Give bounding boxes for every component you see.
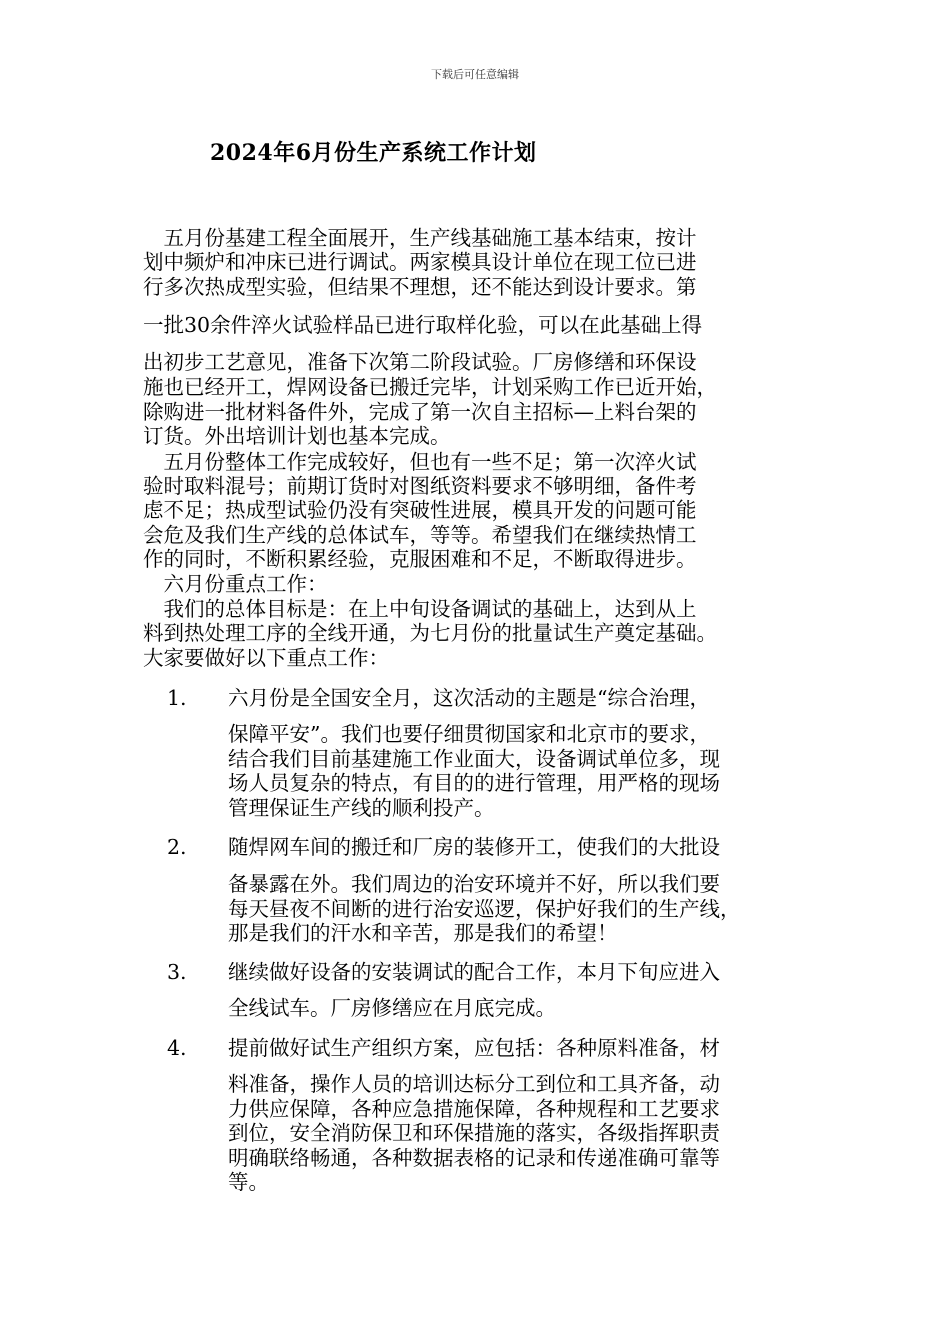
para1-line: 一批30余件淬火试验样品已进行取样化验，可以在此基础上得 bbox=[143, 313, 703, 337]
para3-line: 大家要做好以下重点工作： bbox=[143, 646, 389, 670]
list-item-line: 六月份是全国安全月，这次活动的主题是“综合治理， bbox=[228, 686, 710, 710]
para1-line: 施也已经开工，焊网设备已搬迁完毕，计划采购工作已近开始， bbox=[143, 375, 717, 399]
page-header-note: 下载后可任意编辑 bbox=[431, 68, 519, 81]
list-item-line: 料准备，操作人员的培训达标分工到位和工具齐备，动 bbox=[228, 1072, 720, 1096]
list-item-number: 4. bbox=[167, 1036, 187, 1060]
list-item-line: 随焊网车间的搬迁和厂房的装修开工，使我们的大批设 bbox=[228, 835, 720, 859]
list-item-line: 保障平安”。我们也要仔细贯彻国家和北京市的要求， bbox=[228, 722, 710, 746]
list-item-line: 力供应保障，各种应急措施保障，各种规程和工艺要求 bbox=[228, 1097, 720, 1121]
list-item-line: 等。 bbox=[228, 1170, 269, 1194]
para2-line: 验时取料混号；前期订货时对图纸资料要求不够明细，备件考 bbox=[143, 474, 697, 498]
list-item-number: 2. bbox=[167, 835, 187, 859]
para1-line: 除购进一批材料备件外，完成了第一次自主招标—上料台架的 bbox=[143, 400, 697, 424]
list-item-line: 提前做好试生产组织方案，应包括：各种原料准备，材 bbox=[228, 1036, 720, 1060]
list-item-line: 管理保证生产线的顺利投产。 bbox=[228, 796, 495, 820]
list-item-line: 那是我们的汗水和辛苦，那是我们的希望！ bbox=[228, 921, 618, 945]
para2-line: 五月份整体工作完成较好，但也有一些不足；第一次淬火试 bbox=[143, 450, 697, 474]
list-item-line: 每天昼夜不间断的进行治安巡逻，保护好我们的生产线， bbox=[228, 897, 741, 921]
para1-line: 划中频炉和冲床已进行调试。两家模具设计单位在现工位已进 bbox=[143, 250, 697, 274]
list-item-line: 到位，安全消防保卫和环保措施的落实，各级指挥职责 bbox=[228, 1121, 720, 1145]
list-item-number: 1. bbox=[167, 686, 187, 710]
list-item-number: 3. bbox=[167, 960, 187, 984]
list-item-line: 场人员复杂的特点，有目的的进行管理，用严格的现场 bbox=[228, 771, 720, 795]
para2-line: 虑不足；热成型试验仍没有突破性进展，模具开发的问题可能 bbox=[143, 498, 697, 522]
para2-line: 会危及我们生产线的总体试车，等等。希望我们在继续热情工 bbox=[143, 523, 697, 547]
document-title: 2024年6月份生产系统工作计划 bbox=[210, 140, 537, 166]
list-item-line: 备暴露在外。我们周边的治安环境并不好，所以我们要 bbox=[228, 872, 720, 896]
para1-line: 出初步工艺意见，准备下次第二阶段试验。厂房修缮和环保设 bbox=[143, 350, 697, 374]
section-heading: 六月份重点工作： bbox=[143, 572, 328, 596]
para1-line: 五月份基建工程全面展开，生产线基础施工基本结束，按计 bbox=[143, 226, 697, 250]
para1-line: 行多次热成型实验，但结果不理想，还不能达到设计要求。第 bbox=[143, 275, 697, 299]
list-item-line: 明确联络畅通，各种数据表格的记录和传递准确可靠等 bbox=[228, 1146, 720, 1170]
para3-line: 料到热处理工序的全线开通，为七月份的批量试生产奠定基础。 bbox=[143, 621, 717, 645]
list-item-line: 全线试车。厂房修缮应在月底完成。 bbox=[228, 996, 556, 1020]
para2-line: 作的同时，不断积累经验，克服困难和不足，不断取得进步。 bbox=[143, 547, 697, 571]
para3-line: 我们的总体目标是：在上中旬设备调试的基础上，达到从上 bbox=[143, 597, 697, 621]
para1-line: 订货。外出培训计划也基本完成。 bbox=[143, 424, 451, 448]
list-item-line: 继续做好设备的安装调试的配合工作，本月下旬应进入 bbox=[228, 960, 720, 984]
list-item-line: 结合我们目前基建施工作业面大，设备调试单位多，现 bbox=[228, 747, 720, 771]
